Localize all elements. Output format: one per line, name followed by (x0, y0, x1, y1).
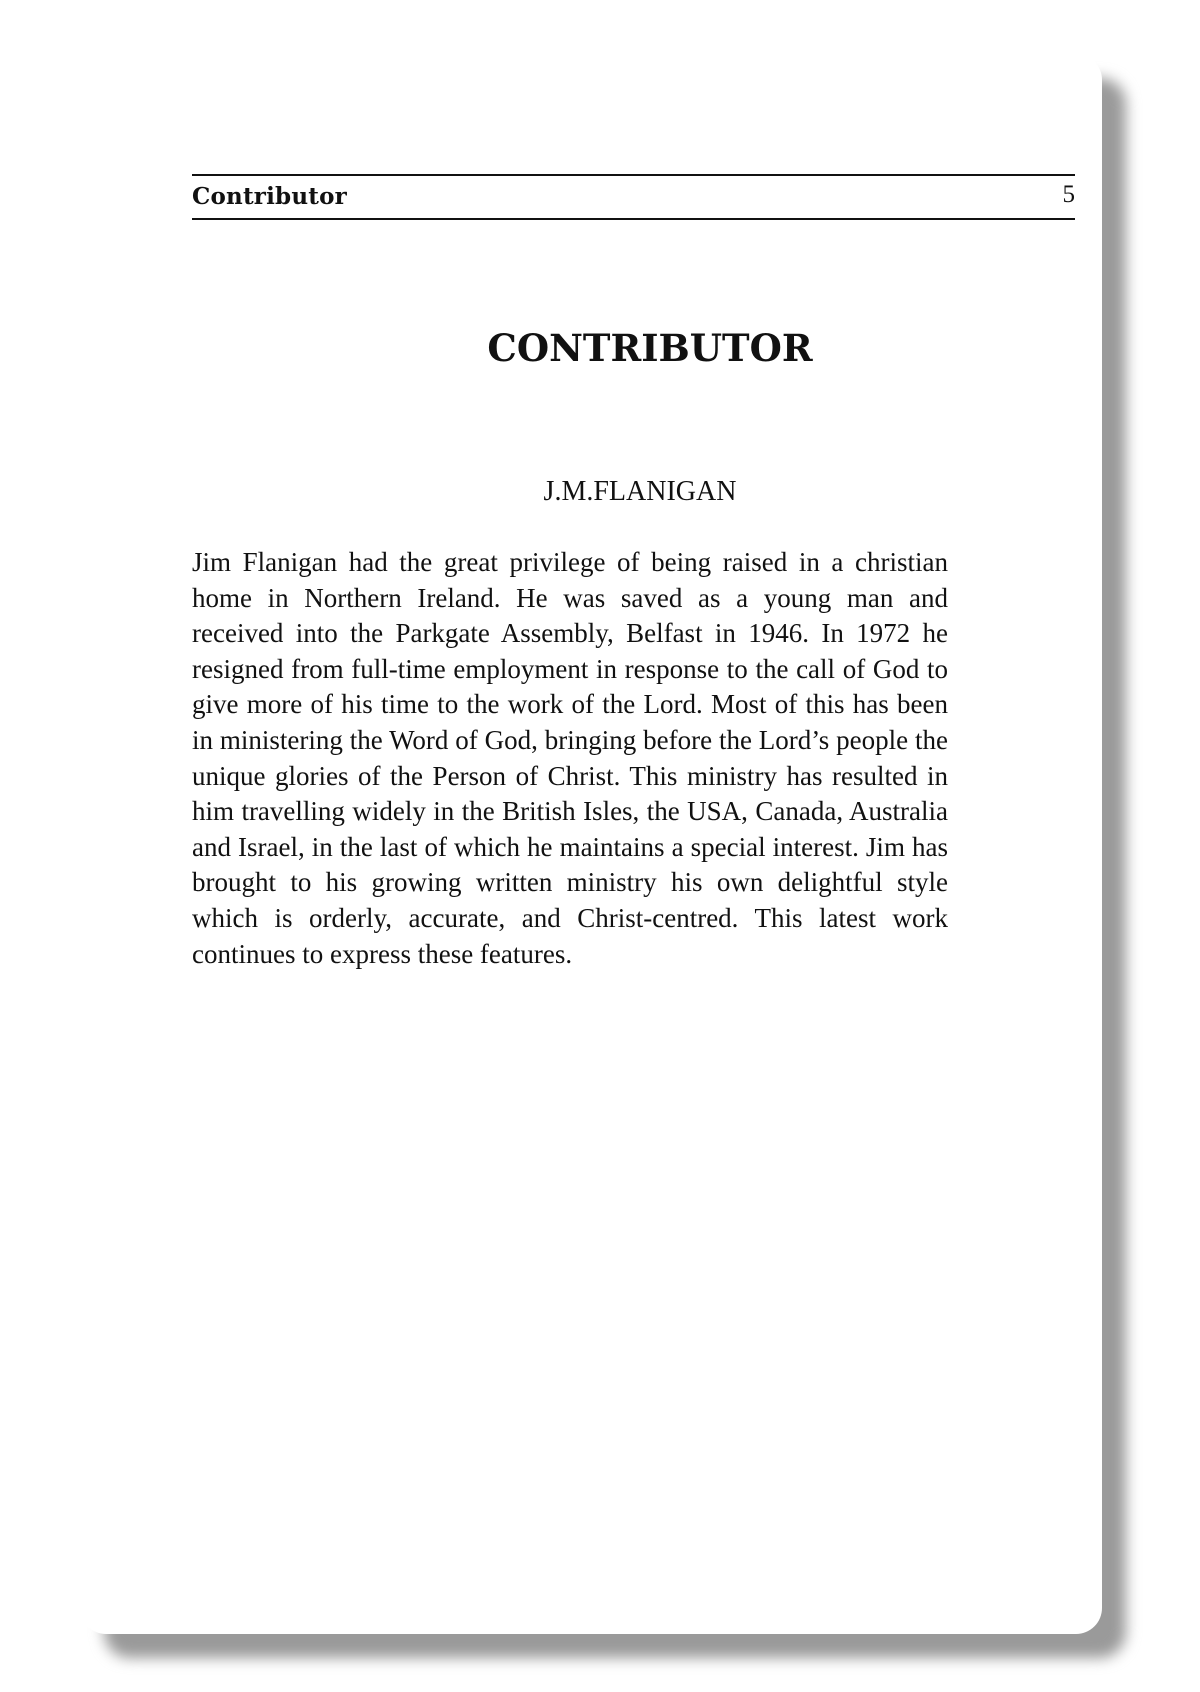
author-name: J.M.FLANIGAN (543, 476, 737, 507)
chapter-title: CONTRIBUTOR (487, 326, 813, 370)
biography-paragraph: Jim Flanigan had the great privilege of being raised in a christian home in Northern Ireland. He was saved as a young man and received into the Parkgate Assembly, Belfast in 1946. In 1972 he resigned from full-time employment in response to the call of God to give more of his time to the work of the Lord. Most of this has been in ministering the Word of God, bringing before the Lord’s people the unique glories of the Person of Christ. This ministry has resulted in him travelling widely in the British Isles, the USA, Canada, Australia and Israel, in the last of which he maintains a special interest. Jim has brought to his growing written ministry his own delightful style which is orderly, accurate, and Christ-centred. This latest work continues to express these features. (192, 547, 948, 969)
document-page (80, 54, 1102, 1634)
running-header (192, 174, 1075, 220)
page-number: 5 (1062, 181, 1075, 208)
running-head-section: Contributor (192, 183, 347, 210)
